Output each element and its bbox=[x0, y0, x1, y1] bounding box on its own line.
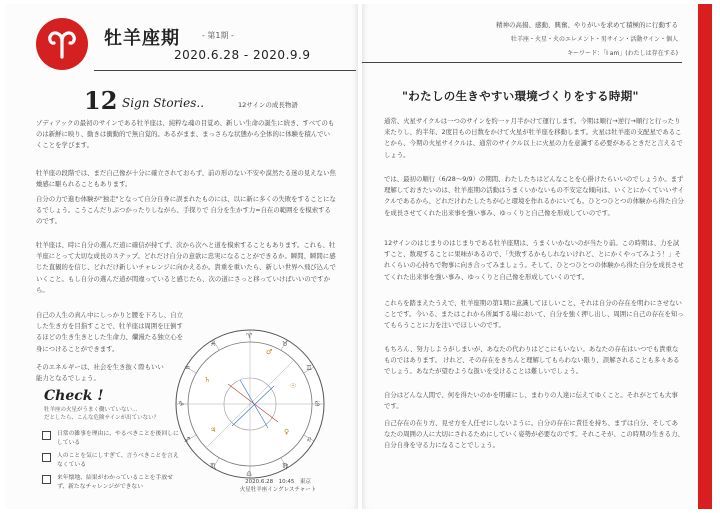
red-edge-tab bbox=[698, 4, 712, 509]
check-item-3[interactable] bbox=[42, 474, 182, 491]
left-page bbox=[6, 4, 358, 509]
right-paragraph-7: 自己存在の在り方、見せ方を人任せにしないように。自分の存在に責任を持ち、まずは自分、そしてあなたの周囲の人に大切にされるためにしていく姿勢が必要なのです。それこそが、この時期の生きる力、自分自身を守る力になることでしょう。 bbox=[384, 419, 684, 450]
article-title: "わたしの生きやすい環境づくりをする時期" bbox=[402, 89, 639, 103]
header-rule bbox=[362, 62, 682, 63]
sign-title: 牡羊座期 bbox=[104, 28, 180, 49]
checkbox[interactable] bbox=[42, 475, 51, 484]
check-item-1[interactable] bbox=[42, 430, 182, 447]
left-paragraph-5: 自己の人生の真ん中にしっかりと腰を下ろし、自立した生き方を目指すことで、牡羊座は周囲を圧倒するほどの生き生きとした生命力、爛漫たる独立心を身につけることができます。 bbox=[36, 311, 183, 353]
check-item-label: 人のことを気にしすぎて、言うべきことを言えなくている bbox=[57, 453, 179, 468]
check-subtitle bbox=[44, 406, 174, 422]
check-item-label: 日常の雑事を理由に、やるべきことを後回しにしている bbox=[57, 431, 179, 446]
svg-text:♍: ♍ bbox=[282, 462, 289, 470]
svg-text:♏: ♏ bbox=[210, 462, 217, 470]
svg-text:♐: ♐ bbox=[184, 436, 191, 444]
right-paragraph-4: これらを踏まえたうえで、牡羊座期の第1期に意識してほしいこと、それは自分の存在を明わにさせないことです。今いる、またはこれから所属する場において、自分を強く押し出し、周囲に自己の存在を知ってもらうことに力を注いでほしいのです。 bbox=[384, 299, 684, 330]
checkbox[interactable] bbox=[42, 431, 51, 440]
volume-label: - 第1期 - bbox=[202, 31, 234, 40]
left-paragraph-2: 牡羊座の段階では、まだ自己像が十分に確立されておらず、前の形のない不安や漠然たる迷の見えない焦燥感に駆られることもあります。 bbox=[36, 169, 336, 189]
right-paragraph-2: では、最初の順行（6/28〜9/9）の期間、わたしたちはどんなことを心掛けたらいいのでしょうか。まず理解しておきたいのは、牡羊座期の活動はうまくいかないもの不安定な傾向は、いくとにかくていいサイクルであるから、どれだけわたしたちが心と環境を作れるかにいても。ひとつひとつの体験から得た自分を成長させてくれた出来事を強い事み、ゆっくりと自己像を形成していのです。 bbox=[384, 175, 684, 217]
right-paragraph-5: もちろん、努力しようがしまいが、あなたの代わりはどこにもいない。あなたの存在はいつでも貴重なものではあります。 けれど、その存在をきちんと理解してもらわない限り、誤解されることも多々あるでしょう。あなたが望むような扱いを受けることは難しいでしょう。 bbox=[384, 345, 680, 376]
svg-text:♑: ♑ bbox=[178, 400, 185, 408]
chart-caption-line1: 2020.6.28 10:45 東京 bbox=[245, 479, 311, 485]
svg-text:♓: ♓ bbox=[210, 340, 217, 348]
header-rule bbox=[94, 70, 356, 71]
svg-text:♀: ♀ bbox=[284, 428, 290, 436]
chart-caption bbox=[238, 478, 318, 494]
series-subtitle: 12サインの成長物語 bbox=[238, 101, 298, 109]
svg-text:♉: ♉ bbox=[282, 340, 289, 348]
svg-text:♒: ♒ bbox=[184, 364, 191, 372]
svg-text:♃: ♃ bbox=[210, 426, 217, 434]
right-paragraph-1: 通常、火星サイクルは一つのサインを約一ヶ月半かけて運行します。今期は順行→逆行→順行と行ったり来たりし、約半年、2度目もの日数をかけて火星が牡羊座を移動します。火星は牡羊座の支配星であることから、今期の火星サイクルは、通常のサイクル以上に火星の力を意識する必要があるときだと言えるでしょう。 bbox=[384, 117, 683, 159]
left-paragraph-4: 牡羊座は、時に自分の選んだ道に確信が持てず、次から次へと道を模索することもあります。これも、牡羊座にとって大切な成長のステップ。どれだけ自分の意欲に忠実になることができるか。瞬間、瞬間に感じた直観的を信じ、どれだけ新しいチャレンジに向かえるか。貴重を重いたら、新しい世界へ飛び込んでいくこと。もし自分の選んだ道が間違っていると感じたら、次の道にさっと移っていけばいいのですから。 bbox=[36, 241, 336, 294]
svg-text:♈: ♈ bbox=[246, 332, 253, 340]
natal-chart-wheel bbox=[170, 324, 330, 484]
header-line-3: キーワード：「I am」(わたしは存在する) bbox=[567, 50, 678, 57]
svg-text:♎: ♎ bbox=[246, 470, 253, 478]
svg-text:♄: ♄ bbox=[204, 376, 211, 384]
check-subtitle-line2: だとしたら、こんな危険サインが出ていない？ bbox=[44, 415, 160, 421]
right-page bbox=[362, 4, 698, 509]
left-paragraph-1: ゾディアックの最初のサインである牡羊座は、純粋な魂の目覚め、新しい生命の誕生に続き、すべてのものは新鮮に映り、動きは衝動的で無自覚的。あるがまま、まっさらな状態から全体的に体験を積んでいくことを学びます。 bbox=[36, 119, 335, 150]
header-line-1: 精神の高揚、感動、興奮、やりがいを求めて積極的に行動する bbox=[496, 21, 678, 29]
svg-text:♌: ♌ bbox=[306, 436, 313, 444]
check-subtitle-line1: 牡羊座の火星がうまく働いていない… bbox=[44, 407, 138, 413]
magazine-spread bbox=[6, 4, 712, 509]
check-item-label: 来年懐地、結果がわかっていることを手放せず、新たなチャレンジができない bbox=[57, 475, 173, 490]
period-dates: 2020.6.28 - 2020.9.9 bbox=[174, 48, 311, 62]
check-item-2[interactable] bbox=[42, 452, 182, 469]
left-paragraph-6: そのエネルギーは、社会を生き抜く際もいい能力となるでしょう。 bbox=[36, 363, 164, 383]
check-title: Check ! bbox=[44, 388, 104, 404]
right-paragraph-3: 12サインのはじまりのはじまりである牡羊座期は、うまくいかないのが当たり前。この時期は、力を試すこと、数現することに果味があるので、「失敗するかもしれないけれど、とにかくやってみよう！」それくらいの心持ちで物事に向き合ってみましょう。そして、ひとつひとつの体験から得た自分を成長させてくれた出来事を強い事み、ゆっくりと自己像を形成していくのです。 bbox=[384, 239, 684, 281]
checkbox[interactable] bbox=[42, 453, 51, 462]
svg-text:♋: ♋ bbox=[314, 400, 321, 408]
series-number: 12 bbox=[84, 86, 118, 115]
right-paragraph-6: 自分はどんな人間で、何を得たいのかを明確にし、まわりの人達に伝えてゆくこと。それがとても大事です。 bbox=[384, 391, 678, 411]
svg-text:☉: ☉ bbox=[290, 382, 297, 390]
series-name: Sign Stories.. bbox=[122, 96, 205, 110]
left-paragraph-3: 自分の力で進む体験が"独走"となって自分自身に誤まれたものには、以に新に多くの失敗をすることになるでしょう。こうこんだりぶつかったりしながら、手探りで 自分を生かす力=自在の範囲をを模索するのです。 bbox=[36, 195, 336, 226]
svg-text:♊: ♊ bbox=[306, 364, 313, 372]
aries-icon bbox=[36, 18, 88, 70]
chart-caption-line2: 火星牡羊座イングレスチャート bbox=[239, 487, 317, 493]
header-line-2: 牡羊座・火星・火のエレメント・男サイン・活動サイン・個人 bbox=[511, 36, 678, 43]
svg-text:♂: ♂ bbox=[266, 348, 273, 356]
